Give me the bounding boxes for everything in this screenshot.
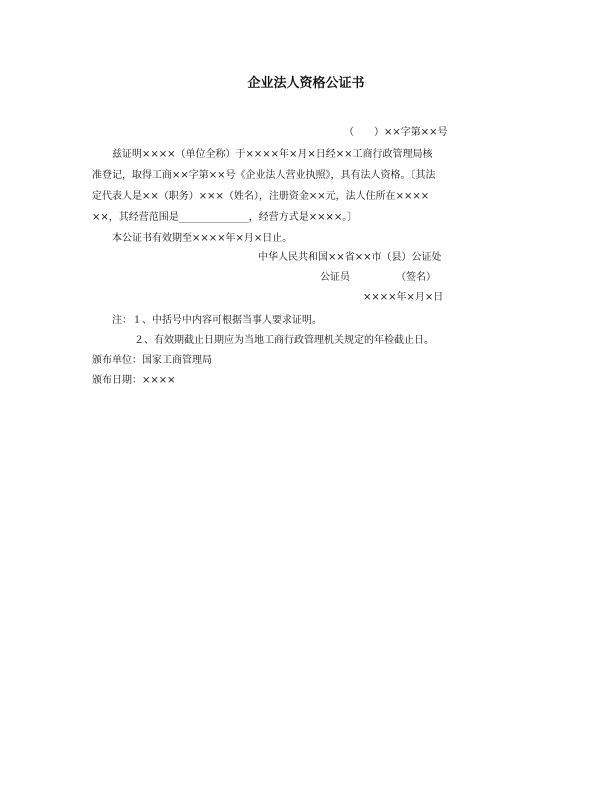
validity-line: 本公证书有效期至××××年×月×日止。 bbox=[112, 233, 293, 244]
certificate-date: ××××年×月×日 bbox=[363, 292, 444, 303]
body-line-2: 准登记，取得工商××字第××号《企业法人营业执照》，具有法人资格。〔其法 bbox=[92, 170, 436, 181]
issue-date-line: 颁布日期：×××× bbox=[92, 375, 176, 386]
notary-office: 中华人民共和国××省××市（县）公证处 bbox=[258, 252, 442, 263]
document-title: 企业法人资格公证书 bbox=[247, 76, 365, 91]
notary-label: 公证员 bbox=[320, 272, 350, 283]
note-line-1: 注：１、中括号中内容可根据当事人要求证明。 bbox=[112, 315, 322, 326]
certificate-number: （ ）××字第××号 bbox=[344, 127, 448, 138]
body-line-3: 定代表人是××（职务）×××（姓名），注册资金××元，法人住所在×××× bbox=[92, 191, 430, 202]
body-line-1: 兹证明××××（单位全称）于××××年×月×日经××工商行政管理局核 bbox=[112, 149, 433, 160]
note-line-2: ２、有效期截止日期应为当地工商行政管理机关规定的年检截止日。 bbox=[134, 335, 434, 346]
signature-label: （签名） bbox=[396, 272, 436, 283]
issuer-line: 颁布单位：国家工商管理局 bbox=[92, 355, 212, 366]
body-line-4: ××，其经营范围是______________，经营方式是××××。〕 bbox=[92, 212, 358, 223]
